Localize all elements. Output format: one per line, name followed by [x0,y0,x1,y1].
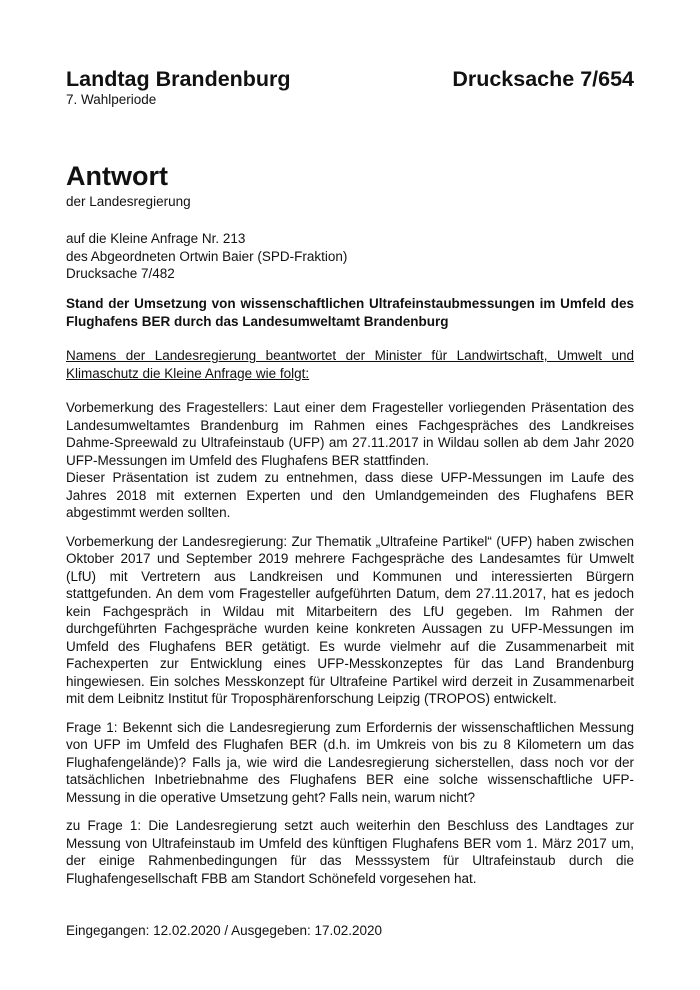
drucksache-number: Drucksache 7/654 [452,67,634,91]
received-issued-dates: Eingegangen: 12.02.2020 / Ausgegeben: 17.02.2020 [66,923,383,938]
document-body [66,399,634,898]
reference-line: Drucksache 7/482 [66,266,175,281]
institution-name: Landtag Brandenburg [66,67,291,91]
questioner-preliminary-remark [66,399,634,522]
reference-line: des Abgeordneten Ortwin Baier (SPD-Fraktion) [66,248,348,264]
paragraph-text: Vorbemerkung des Fragestellers: Laut einer dem Fragesteller vorliegenden Präsentation des Landesumweltamtes Brandenburg im Rahmen eines Fachgespräches des Landkreises Dahme-Spreewald zu Ultrafeinstaub (UFP) am 27.11.2017 in Wildau sollen ab dem Jahr 2020 UFP-Messungen im Umfeld des Flughafens BER stattfinden. [66,400,634,468]
paragraph-text: Dieser Präsentation ist zudem zu entnehmen, dass diese UFP-Messungen im Laufe des Jahres 2018 mit externen Experten und den Umlandgemeinden des Flughafens BER abgestimmt werden sollten. [66,470,634,520]
document-author: der Landesregierung [66,194,191,209]
legislative-period: 7. Wahlperiode [66,92,157,107]
answer-intro: Namens der Landesregierung beantwortet der Minister für Landwirtschaft, Umwelt und Klimaschutz die Kleine Anfrage wie folgt: [66,348,634,381]
reference-block [66,230,347,283]
answer-1: zu Frage 1: Die Landesregierung setzt auch weiterhin den Beschluss des Landtages zur Messung von Ultrafeinstaub im Umfeld des künftigen Flughafens BER vom 1. März 2017 um, der einige Rahmenbedingungen für das Messsystem für Ultrafeinstaub durch die Flughafengesellschaft FBB am Standort Schönefeld vorgesehen hat. [66,818,634,886]
government-preliminary-remark: Vorbemerkung der Landesregierung: Zur Thematik „Ultrafeine Partikel“ (UFP) haben zwischen Oktober 2017 und September 2019 mehrere Fachgespräche des Landesamtes für Umwelt (LfU) mit Vertretern aus Landkreisen und Kommunen und interessierten Bürgern stattgefunden. An dem vom Fragesteller aufgeführten Datum, dem 27.11.2017, hat es jedoch kein Fachgespräch in Wildau mit Mitarbeitern des LfU gegeben. Im Rahmen der durchgeführten Fachgespräche wurden keine konkreten Aussagen zu UFP-Messungen im Umfeld des Flughafens BER getätigt. Es wurde vielmehr auf die Zusammenarbeit mit Fachexperten zur Entwicklung eines UFP-Messkonzeptes für das Land Brandenburg hingewiesen. Ein solches Messkonzept für Ultrafeine Partikel wird derzeit in Zusammenarbeit mit dem Leibnitz Institut für Troposphärenforschung Leipzig (TROPOS) entwickelt. [66,533,634,706]
question-1: Frage 1: Bekennt sich die Landesregierung zum Erfordernis der wissenschaftlichen Messung von UFP im Umfeld des Flughafen BER (d.h. im Umkreis von bis zu 8 Kilometern um das Flughafengelände)? Falls ja, wie wird die Landesregierung sicherstellen, dass noch vor der tatsächlichen Inbetriebnahme des Flughafens BER eine solche wissenschaftliche UFP-Messung in die operative Umsetzung geht? Falls nein, warum nicht? [66,719,634,805]
document-type-heading: Antwort [66,161,168,191]
reference-line: auf die Kleine Anfrage Nr. 213 [66,231,246,246]
document-subject: Stand der Umsetzung von wissenschaftlichen Ultrafeinstaubmessungen im Umfeld des Flughafens BER durch das Landesumweltamt Brandenburg [66,296,634,329]
